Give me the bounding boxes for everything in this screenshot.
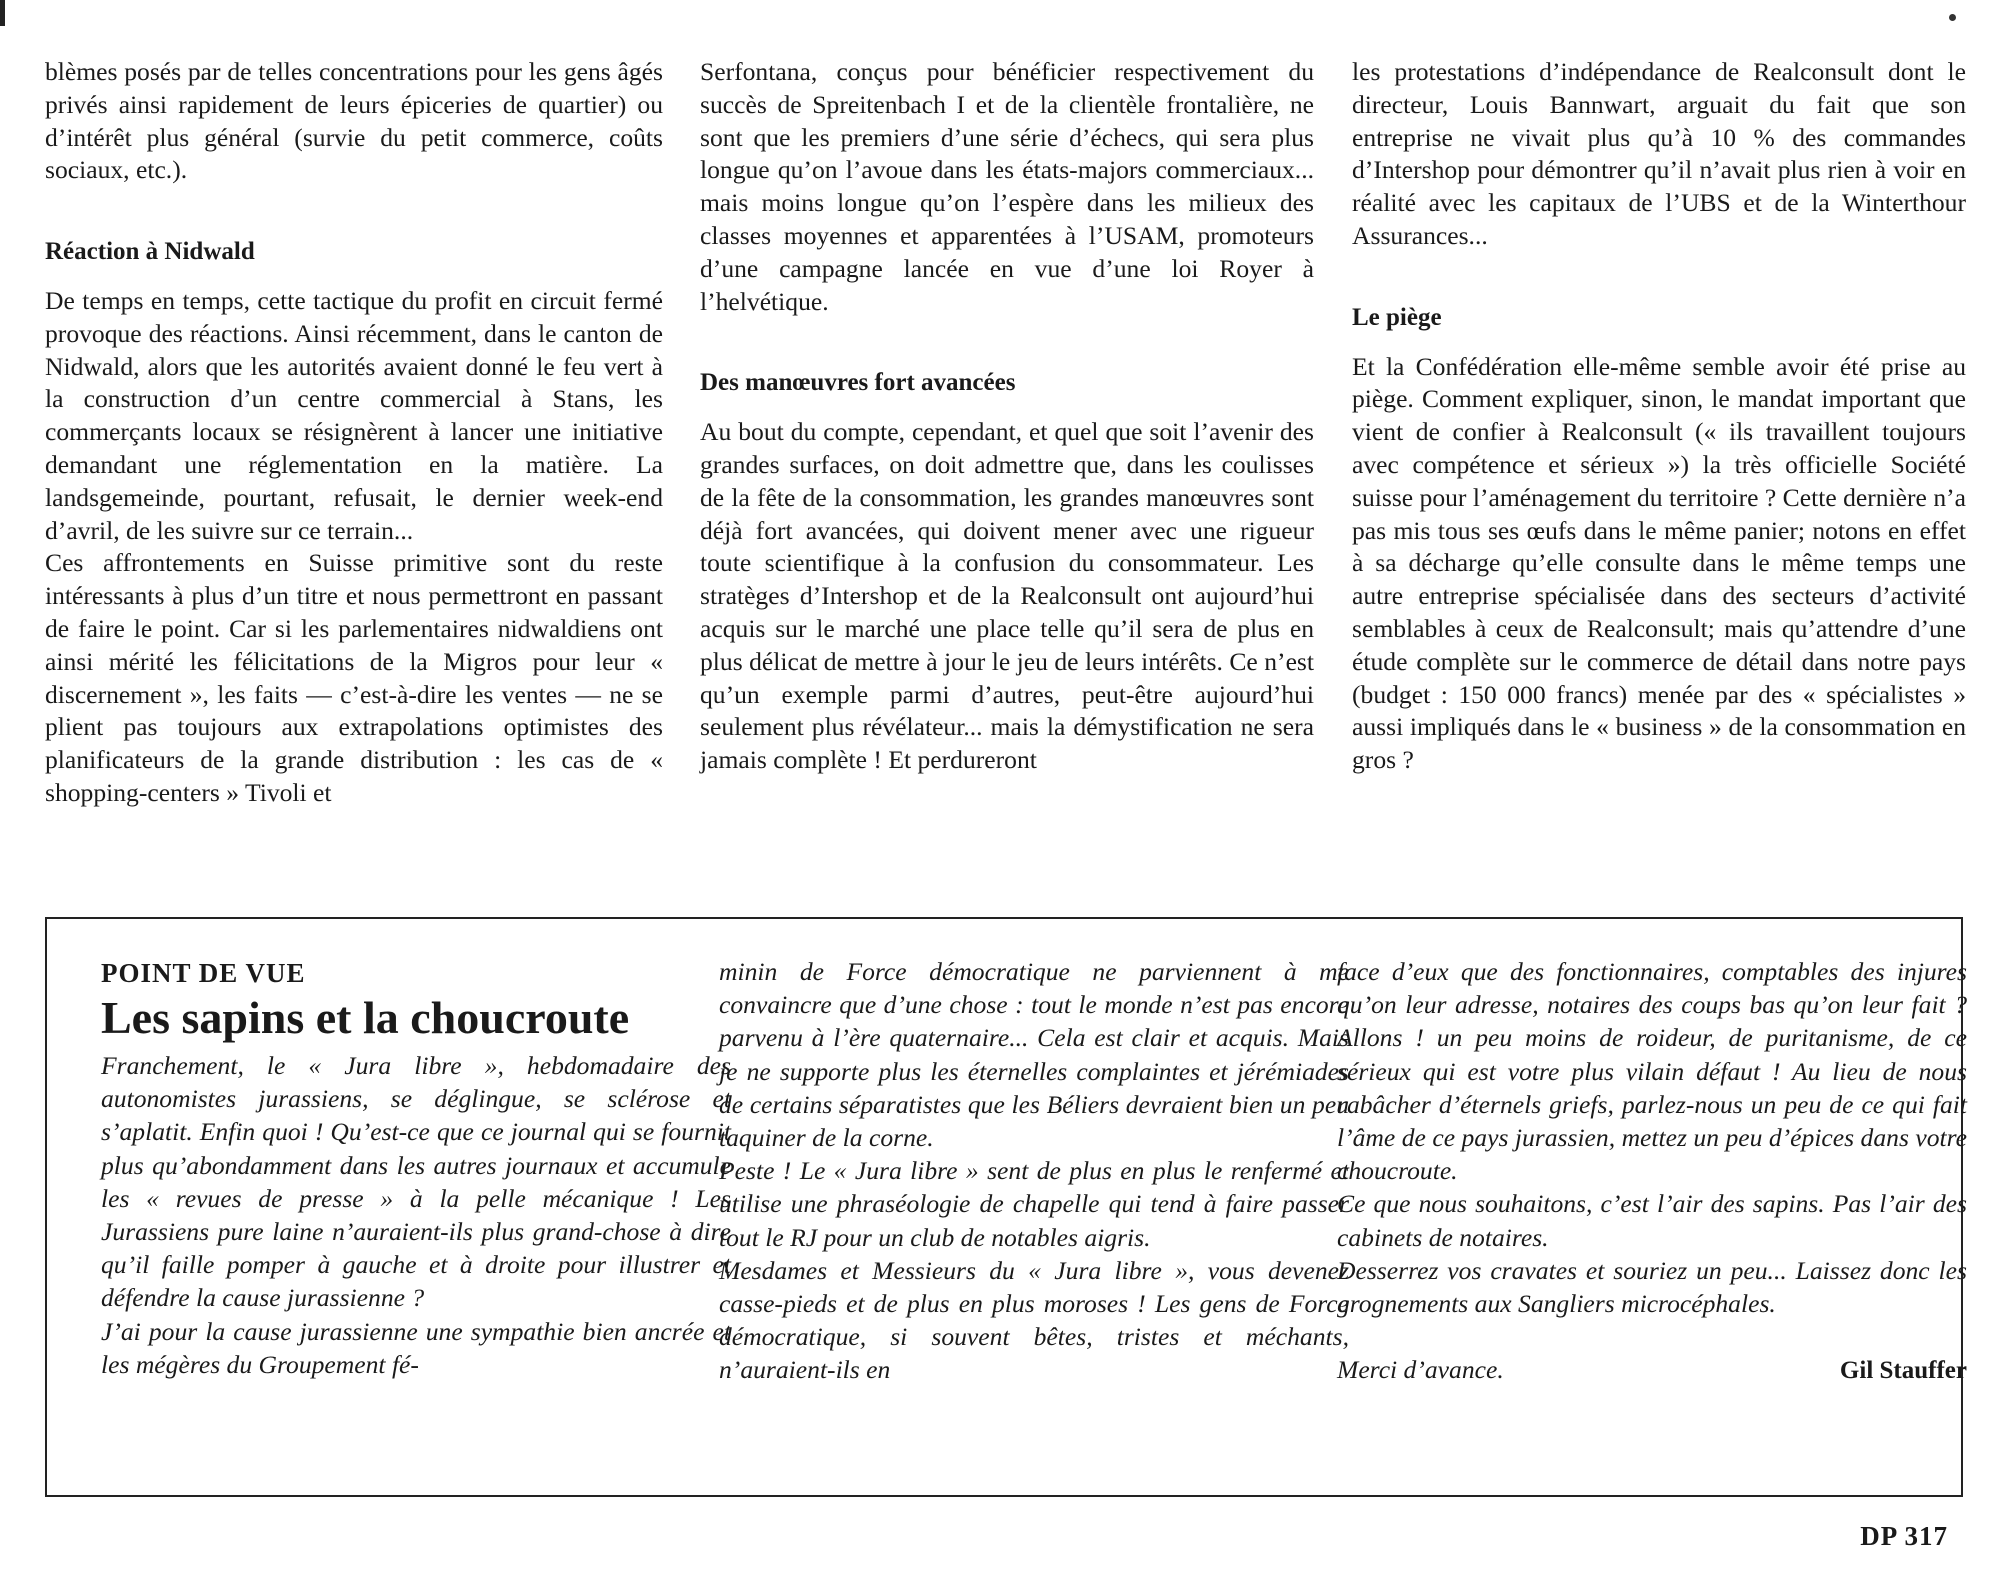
opinion-paragraph: Peste ! Le « Jura libre » sent de plus en plus le renfermé et utilise une phraséologie de chapelle qui tend à faire passer tout le RJ pour un club de notables aigris. [719, 1156, 1349, 1252]
section-heading-piege: Le piège [1352, 303, 1442, 331]
page-number: DP 317 [1860, 1521, 1948, 1551]
closing-line: Merci d’avance. [1337, 1355, 1504, 1385]
section-heading-manoeuvres: Des manœuvres fort avancées [700, 369, 1016, 397]
article-paragraph: Ces affrontements en Suisse primitive sont du reste intéressants à plus d’un titre et nous permettront en passant de faire le point. Car si les parlementaires nidwaldiens ont ainsi mérité les félicitations de la Migros pour leur « discernement », les faits — c’est-à-dire les ventes — ne se plient pas toujours aux extrapolations optimistes des planificateurs de la grande distribution : les cas de « shopping-centers » Tivoli et [45, 548, 663, 807]
article-paragraph: De temps en temps, cette tactique du profit en circuit fermé provoque des réactions. Ainsi récemment, dans le canton de Nidwald, alors que les autorités avaient donné le feu vert à la construction d’un centre commercial à Stans, les commerçants locaux se résignèrent à lancer une initiative demandant une réglementation en la matière. La landsgemeinde, pourtant, refusait, le dernier week-end d’avril, de les suivre sur ce terrain... [45, 285, 663, 545]
article-paragraph: les protestations d’indépendance de Realconsult dont le directeur, Louis Bannwart, arguait du fait que son entreprise ne vivait plus qu’à 10 % des commandes d’Intershop pour démontrer qu’il n’avait plus rien à voir en réalité avec les capitaux de l’UBS et de la Winterthour Assurances... [1352, 57, 1966, 250]
author-name: Gil Stauffer [1839, 1357, 1967, 1385]
article-paragraph: Serfontana, conçus pour bénéficier respectivement du succès de Spreitenbach I et de la clientèle frontalière, ne sont que les premiers d’une série d’échecs, qui sera plus longue qu’on l’avoue dans les états-majors commerciaux... mais moins longue qu’on l’espère dans les milieux des classes moyennes et apparentées à l’USAM, promoteurs d’une campagne lancée en vue d’une loi Royer à l’helvétique. [700, 57, 1314, 316]
scan-dot-mark [1949, 14, 1956, 21]
scan-edge-mark [0, 0, 5, 26]
opinion-column-1 [101, 955, 731, 1381]
opinion-column-2 [719, 955, 1349, 1387]
opinion-paragraph: Franchement, le « Jura libre », hebdomadaire des autonomistes jurassiens, se déglingue, se sclérose et s’aplatit. Enfin quoi ! Qu’est-ce que ce journal qui se fournit plus qu’abondamment dans les autres journaux et accumule les « revues de presse » à la pelle mécanique ! Les Jurassiens pure laine n’auraient-ils plus grand-chose à dire qu’il faille pomper à gauche et à droite pour illustrer et défendre la cause jurassienne ? [101, 1051, 731, 1313]
section-heading-nidwald: Réaction à Nidwald [45, 238, 255, 266]
opinion-kicker: POINT DE VUE [101, 958, 306, 988]
signature-row [1337, 1353, 1967, 1387]
opinion-title: Les sapins et la choucroute [101, 992, 630, 1043]
article-paragraph: Au bout du compte, cependant, et quel que soit l’avenir des grandes surfaces, on doit admettre que, dans les coulisses de la fête de la consommation, les grandes manœuvres sont déjà fort avancées, qui doivent mener avec une rigueur toute scientifique à la confusion du consommateur. Les stratèges d’Intershop et de la Realconsult ont aujourd’hui acquis sur le marché une place telle qu’il sera de plus en plus délicat de mettre à jour le jeu de leurs intérêts. Ce n’est qu’un exemple parmi d’autres, peut-être aujourd’hui seulement plus révélateur... mais la démystification ne sera jamais complète ! Et perdureront [700, 417, 1314, 775]
opinion-paragraph: J’ai pour la cause jurassienne une sympathie bien ancrée et les mégères du Groupement fé- [101, 1316, 731, 1379]
article-column-3 [1352, 56, 1966, 777]
article-column-1 [45, 56, 663, 810]
article-paragraph: blèmes posés par de telles concentrations pour les gens âgés privés ainsi rapidement de leurs épiceries de quartier) ou d’intérêt plus général (survie du petit commerce, coûts sociaux, etc.). [45, 57, 663, 185]
article-paragraph: Et la Confédération elle-même semble avoir été prise au piège. Comment expliquer, sinon, le mandat important que vient de confier à Realconsult (« ils travaillent toujours avec compétence et sérieux ») la très officielle Société suisse pour l’aménagement du territoire ? Cette dernière n’a pas mis tous ses œufs dans le même panier; notons en effet à sa décharge qu’elle consulte dans le même temps une autre entreprise spécialisée dans des secteurs d’activité semblables à ceux de Realconsult; mais qu’attendre d’une étude complète sur le commerce de détail dans notre pays (budget : 150 000 francs) menée par des « spécialistes » aussi impliqués dans le « business » de la consommation en gros ? [1352, 351, 1967, 775]
article-column-2 [700, 56, 1314, 777]
opinion-paragraph: minin de Force démocratique ne parviennent à me convaincre que d’une chose : tout le monde n’est pas encore parvenu à l’ère quaternaire... Cela est clair et acquis. Mais je ne supporte plus les éternelles complaintes et jérémiades de certains séparatistes que les Béliers devraient bien un peu taquiner de la corne. [719, 957, 1349, 1153]
opinion-column-3 [1337, 955, 1967, 1387]
opinion-paragraph: face d’eux que des fonctionnaires, comptables des injures qu’on leur adresse, notaires des coups bas qu’on leur fait ? Allons ! un peu moins de roideur, de puritanisme, de ce sérieux qui est votre plus vilain défaut ! Au lieu de nous rabâcher d’éternels griefs, parlez-nous un peu de ce qui fait l’âme de ce pays jurassien, mettez un peu d’épices dans votre choucroute. [1337, 957, 1967, 1186]
opinion-paragraph: Mesdames et Messieurs du « Jura libre », vous devenez casse-pieds et de plus en plus moroses ! Les gens de Force démocratique, si souvent bêtes, tristes et méchants, n’auraient-ils en [719, 1255, 1349, 1385]
opinion-box [45, 917, 1967, 1497]
opinion-paragraph: Ce que nous souhaitons, c’est l’air des sapins. Pas l’air des cabinets de notaires. [1337, 1189, 1967, 1252]
opinion-paragraph: Desserrez vos cravates et souriez un peu... Laissez donc les grognements aux Sangliers microcéphales. [1337, 1255, 1967, 1319]
